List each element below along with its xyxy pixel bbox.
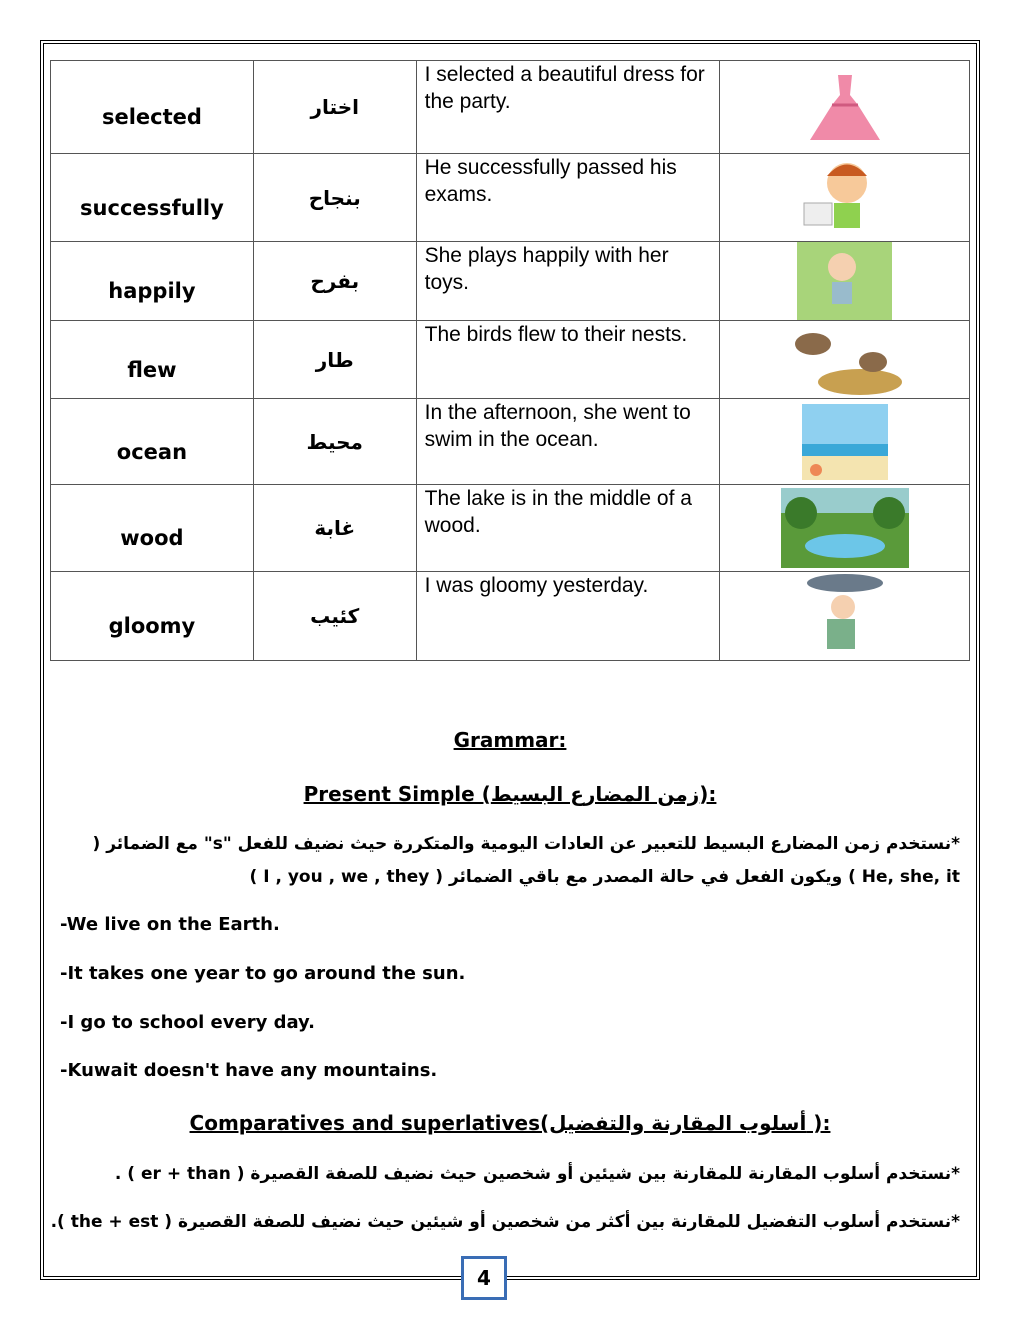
table-row: [51, 399, 970, 485]
example-sentence: The birds flew to their nests.: [416, 321, 720, 399]
table-row: [51, 572, 970, 661]
example-1: -We live on the Earth.: [60, 914, 280, 935]
gloomy-man-image: [795, 573, 895, 659]
word: selected: [51, 61, 254, 154]
example-sentence: The lake is in the middle of a wood.: [416, 485, 720, 572]
word: wood: [51, 485, 254, 572]
table-row: [51, 154, 970, 242]
comparatives-heading: [0, 1111, 1020, 1135]
arabic-meaning: كئيب: [253, 572, 416, 661]
word: happily: [51, 242, 254, 321]
table-row: [51, 485, 970, 572]
example-sentence: I was gloomy yesterday.: [416, 572, 720, 661]
arabic-meaning: محيط: [253, 399, 416, 485]
arabic-meaning: بفرح: [253, 242, 416, 321]
page-number: 4: [461, 1256, 507, 1300]
baby-toys-image: [797, 242, 892, 320]
example-sentence: He successfully passed his exams.: [416, 154, 720, 242]
word: ocean: [51, 399, 254, 485]
present-simple-heading: Present Simple (زمن المضارع البسيط):: [303, 782, 717, 806]
present-simple-rule: *نستخدم زمن المضارع البسيط للتعبير عن العادات اليومية والمتكررة حيث نضيف للفعل "s" مع الضمائر ( He, she, it ) ويكون الفعل في حالة المصدر مع باقي الضمائر ( I , you , we , they ): [92, 834, 960, 887]
word: flew: [51, 321, 254, 399]
example-sentence: I selected a beautiful dress for the party.: [416, 61, 720, 154]
arabic-meaning: اختار: [253, 61, 416, 154]
beach-image: [802, 404, 888, 480]
example-sentence: In the afternoon, she went to swim in the ocean.: [416, 399, 720, 485]
example-sentence: She plays happily with her toys.: [416, 242, 720, 321]
vocabulary-table: [50, 60, 970, 661]
arabic-meaning: غابة: [253, 485, 416, 572]
grammar-heading: Grammar:: [453, 728, 567, 752]
table-row: [51, 321, 970, 399]
comparatives-heading-text: Comparatives and superlatives(أسلوب المقارنة والتفضيل ):: [189, 1111, 831, 1135]
dress-image: [800, 70, 890, 145]
table-row: [51, 242, 970, 321]
word: gloomy: [51, 572, 254, 661]
superlative-rule: *نستخدم أسلوب التفضيل للمقارنة بين أكثر من شخصين أو شيئين حيث نضيف للصفة القصيرة ( the + est ).: [50, 1212, 960, 1232]
birds-nest-image: [785, 322, 905, 398]
table-row: [51, 61, 970, 154]
example-3: -I go to school every day.: [60, 1012, 315, 1033]
arabic-meaning: بنجاح: [253, 154, 416, 242]
comparative-rule: *نستخدم أسلوب المقارنة للمقارنة بين شيئين أو شخصين حيث نضيف للصفة القصيرة ( er + than ) .: [114, 1164, 960, 1184]
word: successfully: [51, 154, 254, 242]
example-4: -Kuwait doesn't have any mountains.: [60, 1060, 438, 1081]
arabic-meaning: طار: [253, 321, 416, 399]
forest-lake-image: [781, 488, 909, 568]
boy-exam-image: [802, 158, 887, 238]
example-2: -It takes one year to go around the sun.: [60, 963, 466, 984]
